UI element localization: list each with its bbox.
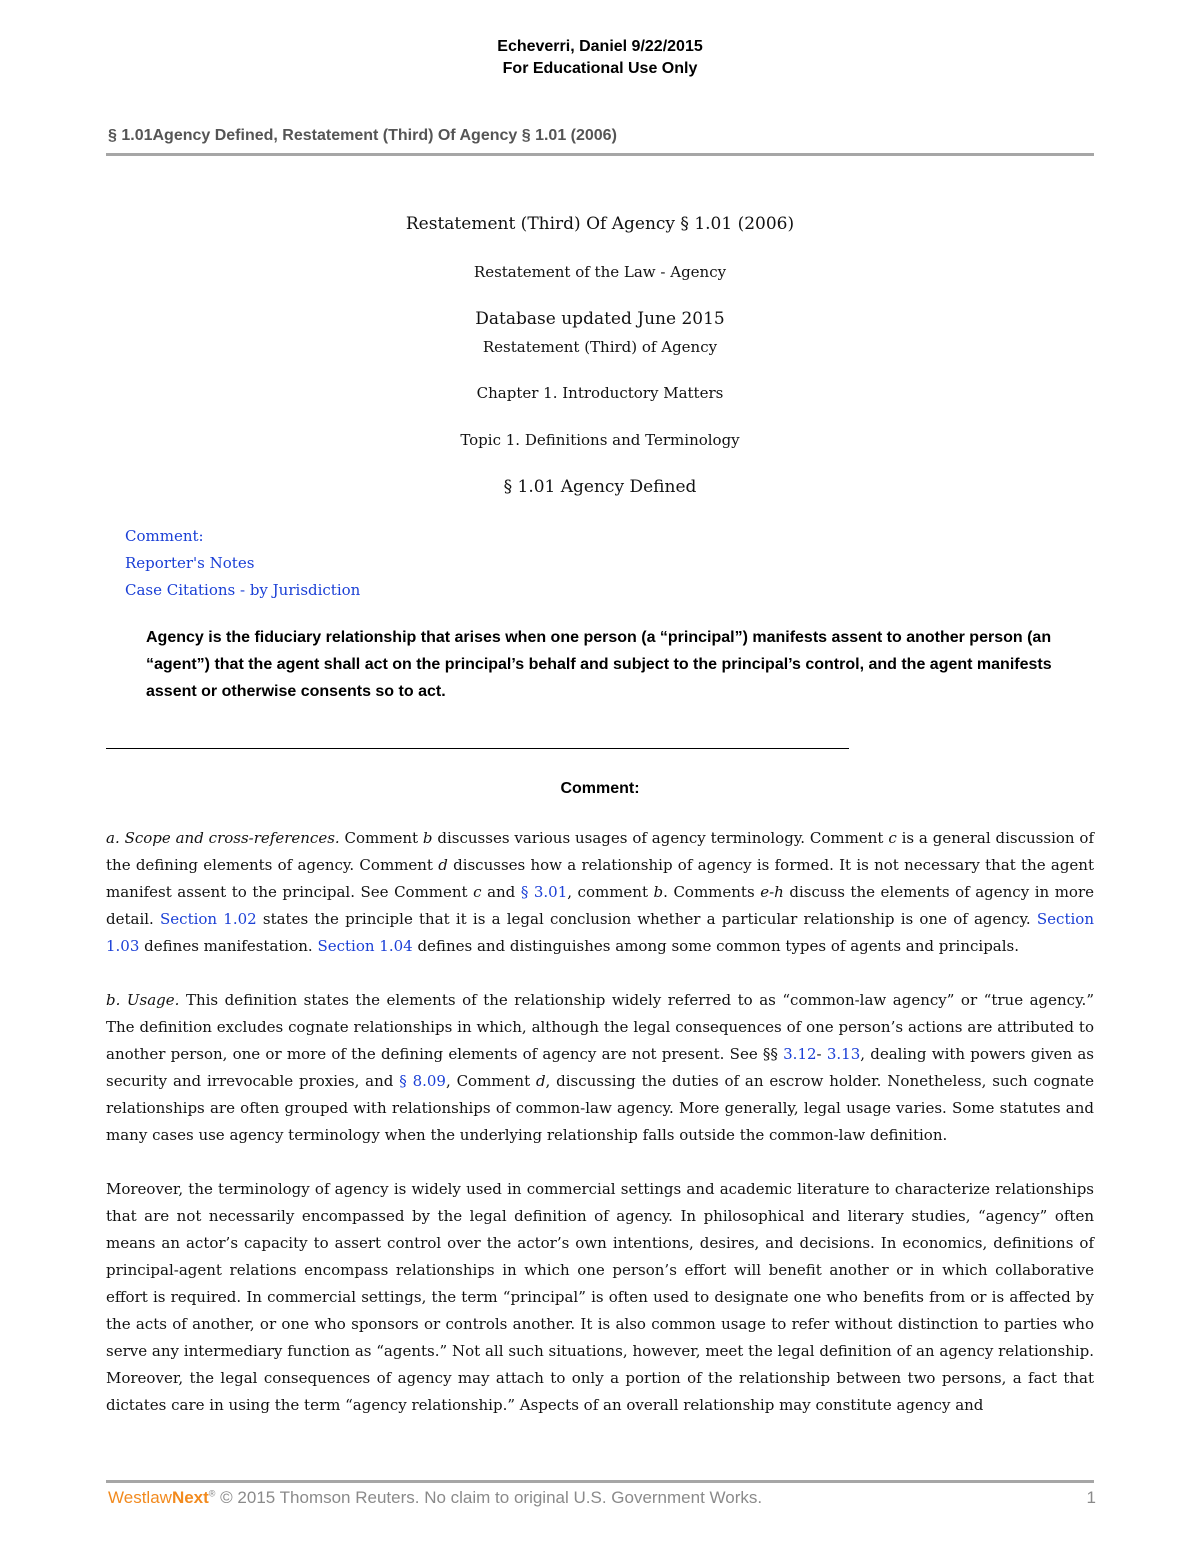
work-title: Restatement (Third) of Agency: [482, 338, 718, 356]
section-title: § 1.01 Agency Defined: [503, 477, 697, 497]
para-a-text: defines manifestation.: [139, 937, 318, 955]
para-b-text: , dealing with powers given as security and irrevocable proxies, and: [106, 1045, 1094, 1090]
comment-paragraph-a: [106, 825, 1094, 960]
para-a-ref: c: [473, 883, 482, 901]
para-a-text: . Comments: [663, 883, 761, 901]
brand-westlaw: Westlaw: [108, 1488, 172, 1507]
para-a-text: discuss the elements of agency in more detail.: [106, 883, 1094, 928]
black-letter-rule: Agency is the fiduciary relationship that arises when one person (a “principal”) manifests assent to another person (an “agent”) that the agent shall act on the principal’s behalf and subject to the principal’s control, and the agent manifests assent or otherwise consents so to act.: [146, 629, 1052, 700]
link-section-3-01[interactable]: § 3.01: [520, 883, 568, 901]
para-b-ref: d: [535, 1072, 546, 1090]
header-divider: [106, 153, 1094, 156]
link-section-3-13[interactable]: 3.13: [826, 1045, 861, 1063]
series-title: Restatement of the Law - Agency: [473, 263, 727, 281]
para-a-text: is a general discussion of the defining elements of agency. Comment: [106, 829, 1094, 874]
copyright-notice: © 2015 Thomson Reuters. No claim to original U.S. Government Works.: [215, 1488, 763, 1507]
comment-heading: Comment:: [560, 780, 640, 797]
para-b-text: , Comment: [445, 1072, 536, 1090]
chapter-title: Chapter 1. Introductory Matters: [476, 384, 724, 402]
comment-paragraph-c: Moreover, the terminology of agency is widely used in commercial settings and academic literature to characterize relationships that are not necessarily encompassed by the legal definition of agency. In philosophical and literary studies, “agency” often means an actor’s capacity to assert control over the actor’s own intentions, desires, and decisions. In economics, definitions of principal-agent relations encompass relationships in which one person’s effort will benefit another or in which collaborative effort is required. In commercial settings, the term “principal” is often used to designate one who benefits from or is affected by the acts of another, or one who sponsors or controls another. It is also common usage to refer without distinction to parties who serve any intermediary function as “agents.” Not all such situations, however, meet the legal definition of an agency relationship. Moreover, the legal consequences of agency may attach to only a portion of the relationship between two persons, a fact that dictates care in using the term “agency relationship.” Aspects of an overall relationship may constitute agency and: [106, 1180, 1094, 1414]
brand-next: Next: [171, 1488, 209, 1507]
para-a-ref: b: [653, 883, 664, 901]
para-a-text: Comment: [339, 829, 423, 847]
toc-link-case-citations[interactable]: Case Citations - by Jurisdiction: [125, 581, 361, 599]
toc-link-comment[interactable]: Comment:: [125, 527, 204, 545]
citation-title: Restatement (Third) Of Agency § 1.01 (2006): [405, 214, 795, 234]
topic-title: Topic 1. Definitions and Terminology: [460, 431, 740, 449]
link-section-8-09[interactable]: § 8.09: [399, 1072, 446, 1090]
para-b-text: This definition states the elements of the relationship widely referred to as “common-law agency” or “true agency.” The definition excludes cognate relationships in which, although the legal consequences of one person’s actions are attributed to another person, one or more of the defining elements of agency are not present. See §§: [106, 991, 1094, 1063]
header-user-line: Echeverri, Daniel 9/22/2015: [497, 38, 703, 55]
comment-paragraph-b: [106, 987, 1094, 1149]
footer: [108, 1488, 1096, 1508]
link-section-1-03[interactable]: Section 1.03: [106, 910, 1094, 955]
registered-mark: ®: [208, 1488, 216, 1499]
para-a-ref: b: [422, 829, 433, 847]
para-a-ref: c: [888, 829, 897, 847]
para-a-text: states the principle that it is a legal conclusion whether a particular relationship is one of agency.: [256, 910, 1037, 928]
para-b-label: b. Usage.: [106, 991, 180, 1009]
para-b-text: , discussing the duties of an escrow holder. Nonetheless, such cognate relationships are often grouped with relationships of common-law agency. More generally, legal usage varies. Some statutes and many cases use agency terminology when the underlying relationship falls outside the common-law definition.: [106, 1072, 1095, 1144]
link-section-1-02[interactable]: Section 1.02: [160, 910, 257, 928]
para-a-text: and: [481, 883, 521, 901]
section-divider: [106, 748, 849, 749]
document-title: § 1.01Agency Defined, Restatement (Third) Of Agency § 1.01 (2006): [108, 127, 617, 144]
para-a-text: discusses how a relationship of agency is formed. It is not necessary that the agent manifest assent to the principal. See Comment: [106, 856, 1094, 901]
link-section-3-12[interactable]: 3.12: [783, 1045, 817, 1063]
para-b-text: -: [816, 1045, 827, 1063]
para-a-ref: e-h: [760, 883, 784, 901]
para-a-text: defines and distinguishes among some common types of agents and principals.: [412, 937, 1020, 955]
footer-divider: [106, 1480, 1094, 1483]
para-a-text: , comment: [567, 883, 654, 901]
para-a-ref: d: [438, 856, 448, 874]
toc-link-reporters-notes[interactable]: Reporter's Notes: [125, 554, 255, 572]
header-notice: For Educational Use Only: [502, 60, 698, 77]
page-number: 1: [1086, 1488, 1096, 1507]
para-a-text: discusses various usages of agency terminology. Comment: [432, 829, 889, 847]
para-a-label: a. Scope and cross-references.: [106, 829, 340, 847]
database-date: Database updated June 2015: [475, 309, 725, 329]
link-section-1-04[interactable]: Section 1.04: [317, 937, 413, 955]
